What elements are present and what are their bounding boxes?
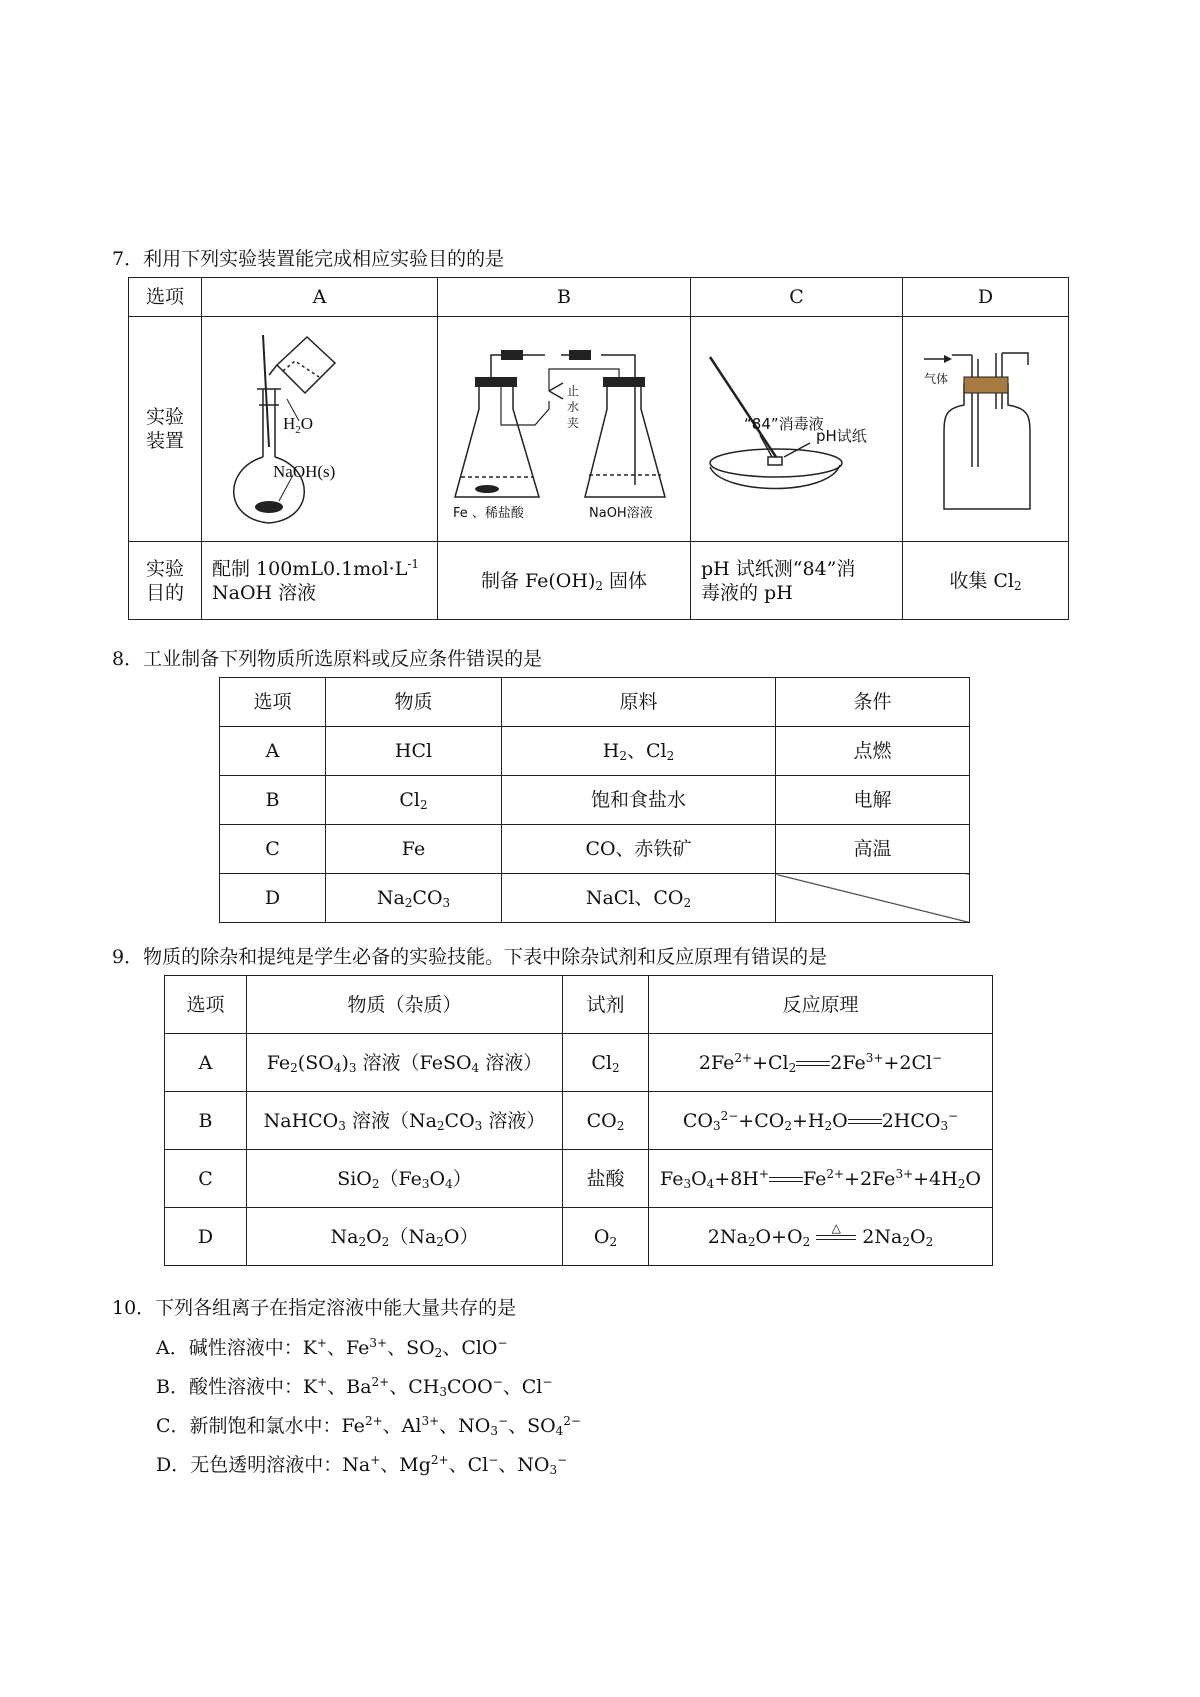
q9-header-option: 选项 [165, 976, 247, 1034]
q9-row [165, 1208, 993, 1266]
q9-header-substance: 物质（杂质） [247, 976, 563, 1034]
fe-oh2-apparatus-figure [439, 317, 689, 535]
q9-row [165, 1092, 993, 1150]
q8-table [219, 677, 970, 923]
q7-header-b: B [438, 278, 691, 317]
q7-purpose-label: 实验 目的 [129, 542, 202, 620]
q7-header-d: D [903, 278, 1069, 317]
q7-stem: 7．利用下列实验装置能完成相应实验目的的是 [112, 248, 505, 270]
q8-cell-raw: CO、赤铁矿 [502, 825, 776, 874]
volumetric-flask-figure [203, 317, 437, 535]
q7-purpose-b: 制备 $Fe(OH)_2$ 固体 [438, 542, 691, 620]
q8-cell-raw: NaCl、$CO_2$ [502, 874, 776, 923]
q7-table [128, 277, 1069, 620]
q9-cell-reagent: $CO_2$ [563, 1092, 649, 1150]
q9-cell-principle: $2Fe^{2+}+Cl_2$ $2Fe^{3+}+2Cl^-$ [649, 1034, 993, 1092]
q8-row [220, 727, 970, 776]
q7-header-option: 选项 [129, 278, 202, 317]
q7-figure-d [903, 317, 1069, 542]
svg-text:“84”消毒液: “84”消毒液 [743, 415, 824, 433]
q10-option: C．新制饱和氯水中：$Fe^{2+}$、$Al^{3+}$、$NO_3^-$、$SO_4^{2-}$ [156, 1414, 581, 1438]
q8-cell-option: A [220, 727, 326, 776]
q8-cell-substance: HCl [326, 727, 502, 776]
q9-cell-principle: $Fe_3O_4+8H^+$ $Fe^{2+}+2Fe^{3+}+4H_2O$ [649, 1150, 993, 1208]
q7-purpose-a: 配制 $100mL0.1mol\cdot L^{-1}$ NaOH 溶液 [202, 542, 438, 620]
q8-cell-raw: 饱和食盐水 [502, 776, 776, 825]
q9-row [165, 1034, 993, 1092]
q7-figure-a [202, 317, 438, 542]
q8-cell-option: D [220, 874, 326, 923]
q10-stem: 10．下列各组离子在指定溶液中能大量共存的是 [112, 1297, 517, 1319]
q8-cell-substance: $Cl_2$ [326, 776, 502, 825]
q8-cell-condition: 电解 [776, 776, 970, 825]
q7-purpose-d: 收集 $Cl_2$ [903, 542, 1069, 620]
svg-text:pH试纸: pH试纸 [815, 427, 867, 445]
q9-row [165, 1150, 993, 1208]
q10-option: B．酸性溶液中：K+、$Ba^{2+}$、$CH_3COO^-$、Cl− [156, 1375, 553, 1399]
q8-stem: 8．工业制备下列物质所选原料或反应条件错误的是 [112, 648, 543, 670]
q7-figure-b [438, 317, 691, 542]
q9-stem: 9．物质的除杂和提纯是学生必备的实验技能。下表中除杂试剂和反应原理有错误的是 [112, 946, 828, 968]
svg-text:止: 止 [567, 384, 580, 398]
svg-text:NaOH(s): NaOH(s) [272, 462, 335, 481]
q7-header-a: A [202, 278, 438, 317]
q9-cell-option: A [165, 1034, 247, 1092]
q9-cell-reagent: 盐酸 [563, 1150, 649, 1208]
q8-cell-option: B [220, 776, 326, 825]
q7-figure-c [691, 317, 903, 542]
q9-cell-option: D [165, 1208, 247, 1266]
q9-cell-reagent: $O_2$ [563, 1208, 649, 1266]
q8-cell-condition [776, 874, 970, 923]
q8-row [220, 874, 970, 923]
q9-table [164, 975, 993, 1266]
q8-header-option: 选项 [220, 678, 326, 727]
q9-cell-substance: NaHCO$_3$ 溶液（$Na_2CO_3$ 溶液） [247, 1092, 563, 1150]
q9-header-principle: 反应原理 [649, 976, 993, 1034]
q8-header-substance: 物质 [326, 678, 502, 727]
q10-option: A．碱性溶液中：K+、$Fe^{3+}$、$SO_2$、ClO− [156, 1336, 508, 1360]
q9-cell-option: C [165, 1150, 247, 1208]
q8-row [220, 776, 970, 825]
q9-cell-substance: $SiO_2(Fe_3O_4)$ [247, 1150, 563, 1208]
q7-purpose-c: pH 试纸测“84”消 毒液的 pH [691, 542, 903, 620]
q8-cell-option: C [220, 825, 326, 874]
q8-cell-substance: $Na_2CO_3$ [326, 874, 502, 923]
q10-option: D．无色透明溶液中：Na+、$Mg^{2+}$、Cl−、$NO_3^-$ [156, 1453, 568, 1477]
q8-cell-substance: Fe [326, 825, 502, 874]
q9-cell-reagent: $Cl_2$ [563, 1034, 649, 1092]
q8-cell-condition: 高温 [776, 825, 970, 874]
q9-cell-principle: $CO_3^{2-}+CO_2+H_2O$ $2HCO_3^-$ [649, 1092, 993, 1150]
q7-header-c: C [691, 278, 903, 317]
ph-paper-figure [692, 317, 902, 535]
q8-header-raw: 原料 [502, 678, 776, 727]
q9-cell-option: B [165, 1092, 247, 1150]
q9-cell-substance: $Fe_2(SO_4)_3$ 溶液（FeSO$_4$ 溶液） [247, 1034, 563, 1092]
svg-text:Fe 、稀盐酸: Fe 、稀盐酸 [453, 506, 524, 521]
svg-text:夹: 夹 [567, 416, 580, 430]
q8-cell-condition: 点燃 [776, 727, 970, 776]
q9-cell-substance: $Na_2O_2(Na_2O)$ [247, 1208, 563, 1266]
q8-header-condition: 条件 [776, 678, 970, 727]
svg-text:H2O: $H_2O$ [282, 414, 313, 436]
q8-row [220, 825, 970, 874]
gas-bottle-figure [904, 317, 1068, 535]
q9-header-reagent: 试剂 [563, 976, 649, 1034]
svg-text:气体: 气体 [923, 372, 948, 386]
svg-text:NaOH溶液: NaOH溶液 [589, 506, 653, 521]
svg-text:水: 水 [567, 400, 580, 414]
q7-apparatus-label: 实验 装置 [129, 317, 202, 542]
q8-cell-raw: $H_2$、$Cl_2$ [502, 727, 776, 776]
q9-cell-principle: $2Na_2O+O_2$ △ $2Na_2O_2$ [649, 1208, 993, 1266]
